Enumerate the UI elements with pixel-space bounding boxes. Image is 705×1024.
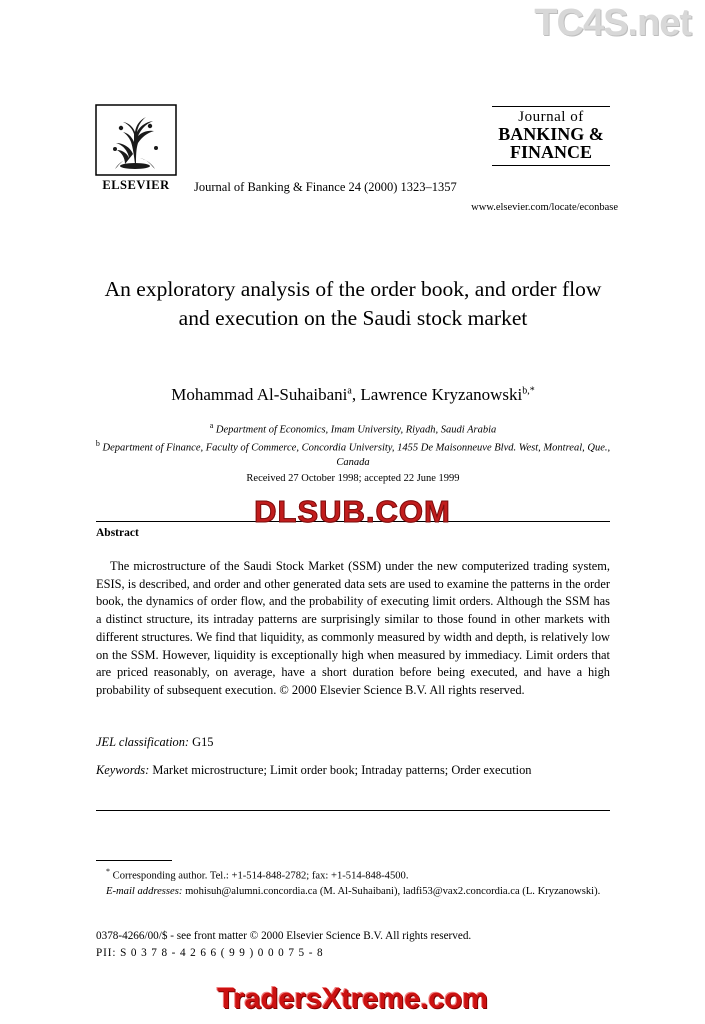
copyright-line: 0378-4266/00/$ - see front matter © 2000 Elsevier Science B.V. All rights reserved. bbox=[96, 930, 472, 942]
keywords-value: Market microstructure; Limit order book; Intraday patterns; Order execution bbox=[152, 763, 532, 777]
author-marker-2: b,* bbox=[522, 385, 535, 397]
author-list: Mohammad Al-Suhaibani$^a$, Lawrence Kryzanowski$^{b,*}$ bbox=[171, 385, 535, 404]
jel-value: G15 bbox=[192, 735, 214, 749]
affiliation-text-a: Department of Economics, Imam University, Riyadh, Saudi Arabia bbox=[215, 424, 497, 436]
journal-logo-line2: BANKING & bbox=[498, 124, 604, 144]
jel-label: JEL classification: bbox=[96, 735, 190, 749]
affiliation-marker-b: b bbox=[95, 438, 100, 448]
journal-logo bbox=[492, 106, 610, 166]
watermark-middle: DLSUB.COM bbox=[244, 492, 461, 532]
journal-citation-line: Journal of Banking & Finance 24 (2000) 1323–1357 bbox=[194, 180, 457, 194]
received-accepted-dates: Received 27 October 1998; accepted 22 June 1999 bbox=[246, 473, 460, 484]
abstract-text: The microstructure of the Saudi Stock Market (SSM) under the new computerized trading system, ESIS, is described, and order and other generated data sets are used to examine the patterns in the order book, the dynamics of order flow, and the probability of executing limit orders. Although the SSM has a distinct structure, its intraday patterns are surprisingly similar to those found in other markets with different structures. We find that liquidity, as commonly measured by width and depth, is relatively low on the SSM. However, liquidity is exceptionally high when measured by immediacy. Limit orders that are priced reasonably, on average, have a short duration before being executed, and have a high probability of subsequent execution. © 2000 Elsevier Science B.V. All rights reserved. bbox=[96, 559, 610, 698]
watermark-bottom: TradersXtreme.com bbox=[217, 983, 488, 1015]
journal-logo-line3: FINANCE bbox=[509, 142, 592, 162]
affiliation-b bbox=[88, 438, 618, 471]
email-text[interactable]: mohisuh@alumni.concordia.ca (M. Al-Suhaibani), ladfi53@vax2.concordia.ca (L. Kryzanowski). bbox=[185, 886, 601, 897]
jel-classification bbox=[96, 735, 610, 750]
corresponding-author-note bbox=[96, 866, 610, 884]
corresponding-text: Corresponding author. Tel.: +1-514-848-2782; fax: +1-514-848-4500. bbox=[112, 870, 409, 882]
page-title: An exploratory analysis of the order book, and order flow and execution on the Saudi stock market bbox=[104, 277, 602, 331]
watermark-top-right: TC4S.net bbox=[534, 2, 691, 44]
email-note bbox=[96, 884, 610, 899]
journal-url[interactable]: www.elsevier.com/locate/econbase bbox=[471, 202, 618, 213]
footnote-divider bbox=[96, 860, 172, 861]
elsevier-wordmark: ELSEVIER bbox=[102, 178, 170, 192]
keywords bbox=[96, 762, 610, 780]
corresponding-marker: * bbox=[106, 867, 110, 876]
journal-header bbox=[88, 104, 618, 216]
elsevier-tree-icon bbox=[95, 104, 177, 176]
elsevier-logo bbox=[88, 104, 184, 193]
email-label: E-mail addresses: bbox=[106, 886, 183, 897]
journal-logo-line1: Journal of bbox=[518, 109, 584, 125]
author-marker-1: a bbox=[347, 385, 352, 397]
author-name-1: Mohammad Al-Suhaibani bbox=[171, 385, 348, 404]
abstract-bottom-divider bbox=[96, 810, 610, 811]
affiliation-marker-a: a bbox=[209, 421, 214, 430]
affiliation-a bbox=[88, 420, 618, 438]
pii-line: PII: S 0 3 7 8 - 4 2 6 6 ( 9 9 ) 0 0 0 7 5 - 8 bbox=[96, 946, 324, 959]
keywords-label: Keywords: bbox=[96, 763, 150, 777]
affiliation-text-b: Department of Finance, Faculty of Commerce, Concordia University, 1455 De Maisonneuve Blvd. West, Montreal, Que., Canada bbox=[102, 442, 611, 469]
affiliation-list bbox=[88, 420, 618, 471]
abstract-heading: Abstract bbox=[96, 527, 139, 539]
author-name-2: Lawrence Kryzanowski bbox=[360, 385, 523, 404]
copyright-block bbox=[96, 928, 610, 962]
